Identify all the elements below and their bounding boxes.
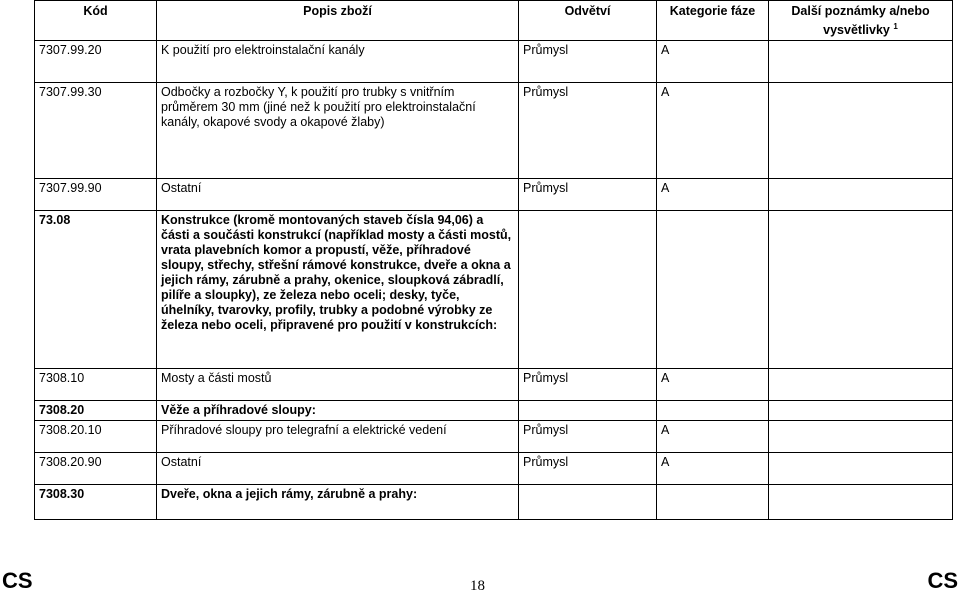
header-code: Kód: [35, 1, 157, 41]
row-notes: [769, 179, 953, 211]
row-description: Mosty a části mostů: [157, 369, 519, 401]
row-code: 7307.99.30: [35, 83, 157, 179]
row-sector: Průmysl: [519, 179, 657, 211]
header-phase: Kategorie fáze: [657, 1, 769, 41]
row-code: 7308.20.10: [35, 421, 157, 453]
table-row: [35, 453, 953, 485]
row-notes: [769, 421, 953, 453]
row-description: Věže a příhradové sloupy:: [157, 401, 519, 421]
table-row: [35, 369, 953, 401]
table-row: [35, 485, 953, 520]
row-description: Konstrukce (kromě montovaných staveb čísla 94,06) a části a součásti konstrukcí (například mosty a části mostů, vrata plavebních komor a propustí, věže, příhradové sloupy, střechy, střešní rámové konstrukce, dveře a okna a jejich rámy, zárubně a prahy, okenice, sloupková zábradlí, pilíře a sloupky), ze železa nebo oceli; desky, tyče, úhelníky, tvarovky, profily, trubky a podobné výrobky ze železa nebo oceli, připravené pro použití v konstrukcích:: [157, 211, 519, 369]
row-notes: [769, 83, 953, 179]
row-description: Ostatní: [157, 453, 519, 485]
language-mark-left: CS: [2, 568, 33, 593]
table-row: [35, 421, 953, 453]
row-sector: [519, 485, 657, 520]
row-sector: Průmysl: [519, 41, 657, 83]
row-notes: [769, 453, 953, 485]
table-row: [35, 83, 953, 179]
row-phase: A: [657, 83, 769, 179]
row-sector: Průmysl: [519, 453, 657, 485]
header-sector: Odvětví: [519, 1, 657, 41]
row-phase: [657, 211, 769, 369]
row-notes: [769, 211, 953, 369]
row-notes: [769, 369, 953, 401]
header-row: [35, 1, 953, 41]
row-code: 7308.20: [35, 401, 157, 421]
table-row: [35, 41, 953, 83]
table-row: [35, 179, 953, 211]
page-number: 18: [470, 578, 485, 594]
row-code: 73.08: [35, 211, 157, 369]
row-phase: A: [657, 453, 769, 485]
header-notes-footnote: 1: [893, 22, 898, 31]
row-description: K použití pro elektroinstalační kanály: [157, 41, 519, 83]
row-code: 7308.30: [35, 485, 157, 520]
row-phase: A: [657, 41, 769, 83]
row-code: 7308.20.90: [35, 453, 157, 485]
row-description: Ostatní: [157, 179, 519, 211]
row-description: Dveře, okna a jejich rámy, zárubně a prahy:: [157, 485, 519, 520]
tariff-table: [34, 0, 953, 520]
row-sector: Průmysl: [519, 369, 657, 401]
row-sector: [519, 401, 657, 421]
header-notes-text: Další poznámky a/nebo vysvětlivky: [791, 4, 930, 38]
row-phase: A: [657, 421, 769, 453]
page-footer: [0, 568, 960, 596]
row-phase: [657, 401, 769, 421]
row-phase: [657, 485, 769, 520]
row-sector: Průmysl: [519, 83, 657, 179]
table-row: [35, 401, 953, 421]
row-code: 7308.10: [35, 369, 157, 401]
header-notes: [769, 1, 953, 41]
row-code: 7307.99.90: [35, 179, 157, 211]
row-code: 7307.99.20: [35, 41, 157, 83]
row-sector: [519, 211, 657, 369]
language-mark-right: CS: [927, 568, 958, 593]
table-row: [35, 211, 953, 369]
header-description: Popis zboží: [157, 1, 519, 41]
row-phase: A: [657, 179, 769, 211]
row-notes: [769, 485, 953, 520]
row-description: Odbočky a rozbočky Y, k použití pro trubky s vnitřním průměrem 30 mm (jiné než k použití pro elektroinstalační kanály, okapové svody a okapové žlaby): [157, 83, 519, 179]
row-phase: A: [657, 369, 769, 401]
row-notes: [769, 41, 953, 83]
row-description: Příhradové sloupy pro telegrafní a elektrické vedení: [157, 421, 519, 453]
row-notes: [769, 401, 953, 421]
row-sector: Průmysl: [519, 421, 657, 453]
